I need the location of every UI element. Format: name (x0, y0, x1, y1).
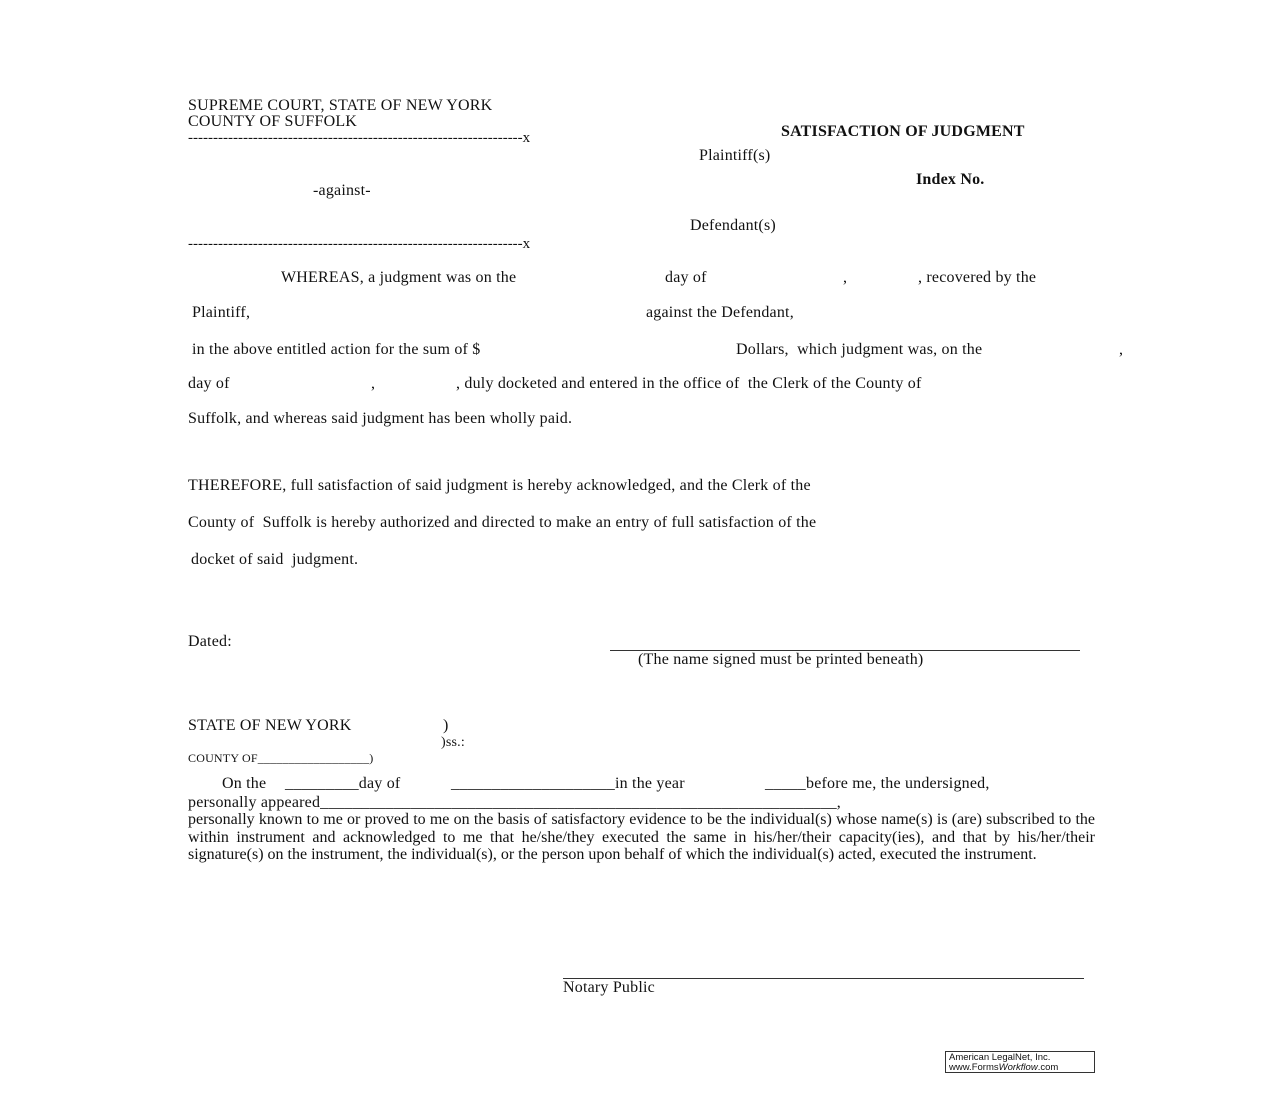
caption-bottom-rule: -------------------------------------------------------------------x (188, 236, 531, 252)
signature-note: (The name signed must be printed beneath) (638, 651, 924, 668)
p1-line1-b: day of (665, 269, 707, 286)
p1-line2-a: Plaintiff, (192, 304, 251, 321)
publisher-company: American LegalNet, Inc. (949, 1052, 1051, 1063)
site-italic: Workflow (998, 1062, 1038, 1073)
site-prefix: www.Forms (949, 1062, 999, 1073)
venue-paren: ) (443, 717, 449, 734)
defendant-label: Defendant(s) (690, 217, 776, 234)
site-suffix: .com (1037, 1062, 1059, 1073)
p2-line2: County of Suffolk is hereby authorized and directed to make an entry of full satisfaction of the (188, 514, 817, 531)
court-line: SUPREME COURT, STATE OF NEW YORK (188, 97, 493, 114)
ack-line2: personally appeared_______________________________________________________________, (188, 794, 841, 811)
notary-county-label: COUNTY OF__________________) (188, 751, 374, 765)
caption-top-rule: -------------------------------------------------------------------x (188, 130, 531, 146)
publisher-badge (945, 1051, 1095, 1073)
document-title: SATISFACTION OF JUDGMENT (781, 123, 1025, 140)
p1-line3-c: , (1119, 341, 1124, 358)
p1-line3-a: in the above entitled action for the sum of $ (192, 341, 481, 358)
p2-line1: THEREFORE, full satisfaction of said judgment is hereby acknowledged, and the Clerk of the (188, 477, 811, 494)
p2-line3: docket of said judgment. (191, 551, 359, 568)
p1-line1-c: , (843, 269, 848, 286)
p1-line4-b: , (371, 375, 376, 392)
notary-public-label: Notary Public (563, 979, 655, 996)
p1-line3-b: Dollars, which judgment was, on the (736, 341, 983, 358)
p1-line5: Suffolk, and whereas said judgment has been wholly paid. (188, 410, 573, 427)
ack-line1-b: _________day of (285, 775, 401, 792)
venue-ss: )ss.: (441, 735, 465, 750)
dated-label: Dated: (188, 633, 232, 650)
index-number-label: Index No. (916, 171, 985, 188)
p1-line2-b: against the Defendant, (646, 304, 794, 321)
ack-line1-d: _____before me, the undersigned, (765, 775, 990, 792)
p1-line1-d: , recovered by the (918, 269, 1037, 286)
ack-line1-c: ____________________in the year (451, 775, 685, 792)
county-line: COUNTY OF SUFFOLK (188, 113, 358, 130)
p1-line1-a: WHEREAS, a judgment was on the (281, 269, 517, 286)
plaintiff-label: Plaintiff(s) (699, 147, 771, 164)
p1-line4-c: , duly docketed and entered in the office of the Clerk of the County of (456, 375, 922, 392)
notary-state-label: STATE OF NEW YORK (188, 717, 352, 734)
against-label: -against- (313, 182, 371, 199)
p1-line4-a: day of (188, 375, 230, 392)
ack-body-text: personally known to me or proved to me on the basis of satisfactory evidence to be the individual(s) whose name(s) is (are) subscribed to the within instrument and acknowledged to me that he/she/they executed the same in his/her/their capacity(ies), and that by his/her/their signature(s) on the instrument, the individual(s), or the person upon behalf of which the individual(s) acted, executed the instrument. (188, 811, 1095, 863)
publisher-site (949, 1063, 1094, 1073)
ack-line1-a: On the (222, 775, 267, 792)
